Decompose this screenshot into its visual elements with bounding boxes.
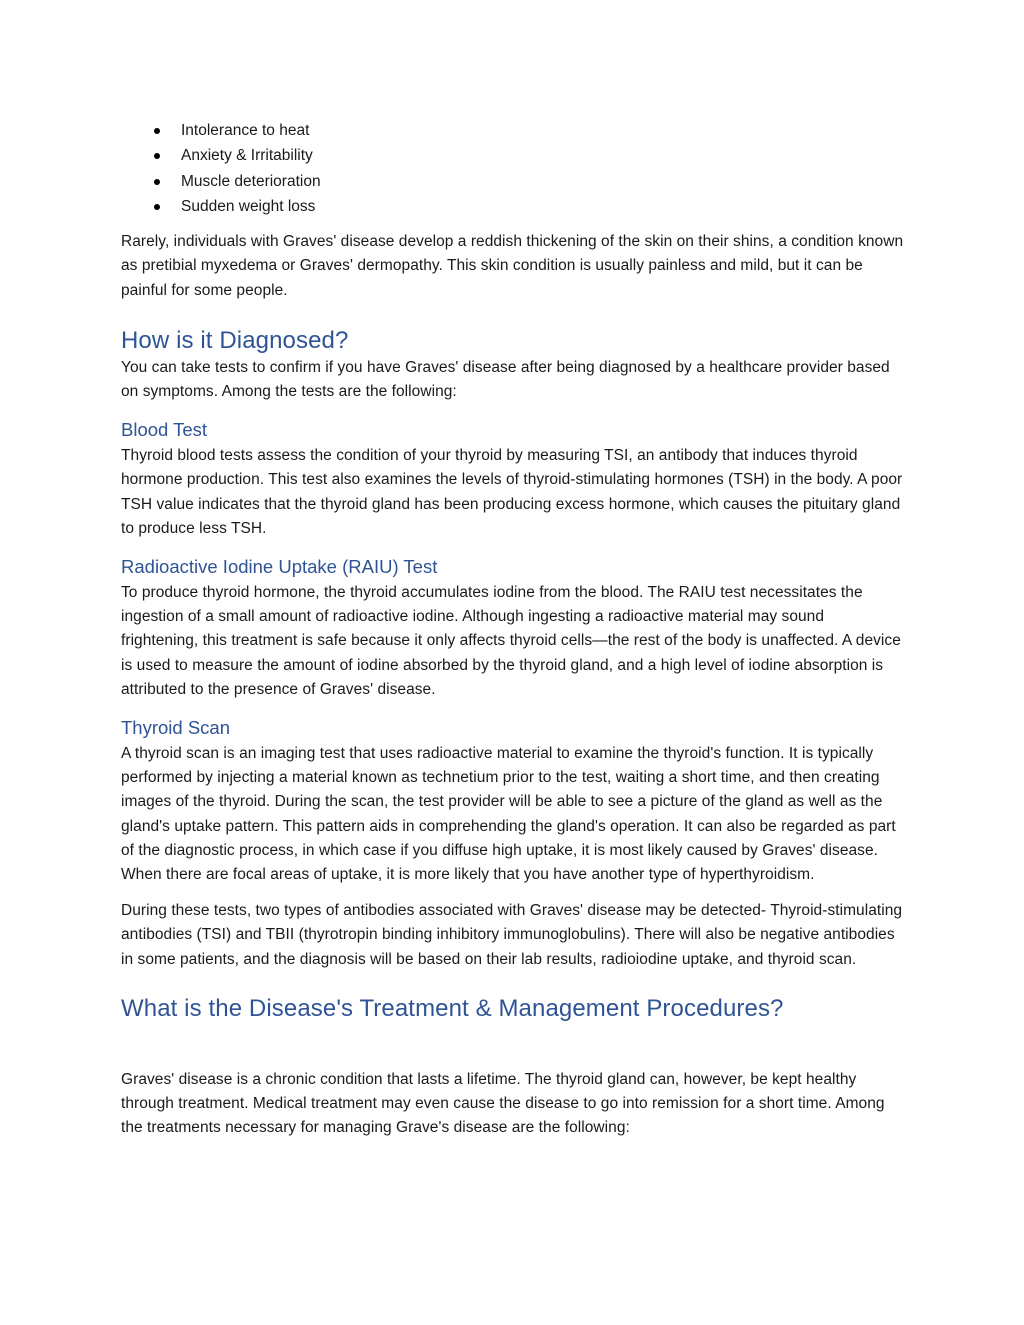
symptom-text: Intolerance to heat — [181, 122, 310, 139]
bullet-icon — [154, 204, 160, 210]
diagnosis-intro-paragraph: You can take tests to confirm if you have Graves' disease after being diagnosed by a healthcare provider based on symptoms. Among the tests are the following: — [121, 358, 890, 400]
thyroid-scan-paragraph: A thyroid scan is an imaging test that uses radioactive material to examine the thyroid's function. It is typically performed by injecting a material known as technetium prior to the test, waiting a short time, and then creating images of the thyroid. During the scan, the test provider will be able to see a picture of the gland as well as the gland's uptake pattern. This pattern aids in comprehending the gland's operation. It can also be regarded as part of the diagnostic process, in which case if you diffuse high uptake, it is most likely caused by Graves' disease. When there are focal areas of uptake, it is more likely that you have another type of hyperthyroidism. — [121, 745, 896, 884]
list-item — [121, 118, 905, 143]
symptom-text: Sudden weight loss — [181, 197, 316, 215]
bullet-icon — [154, 128, 160, 134]
bullet-icon — [154, 153, 160, 159]
document-page — [121, 118, 905, 1140]
list-item — [121, 143, 905, 168]
raiu-test-paragraph: To produce thyroid hormone, the thyroid accumulates iodine from the blood. The RAIU test necessitates the ingestion of a small amount of radioactive iodine. Although ingesting a radioactive material may sound frightening, this treatment is safe because it only affects thyroid cells—the rest of the body is unaffected. A device is used to measure the amount of iodine absorbed by the thyroid gland, and a high level of iodine absorption is attributed to the presence of Graves' disease. — [121, 584, 901, 698]
list-item — [121, 194, 905, 219]
thyroid-scan-heading: Thyroid Scan — [121, 717, 230, 739]
treatment-paragraph: Graves' disease is a chronic condition that lasts a lifetime. The thyroid gland can, however, be kept healthy through treatment. Medical treatment may even cause the disease to go into remission for a short time. Among the treatments necessary for managing Grave's disease are the following: — [121, 1070, 885, 1137]
bullet-icon — [154, 179, 160, 185]
blood-test-heading: Blood Test — [121, 419, 208, 441]
antibodies-paragraph: During these tests, two types of antibodies associated with Graves' disease may be detected- Thyroid-stimulating antibodies (TSI) and TBII (thyrotropin binding inhibitory immunoglobulins). There will also be negative antibodies in some patients, and the diagnosis will be based on their lab results, radioiodine uptake, and thyroid scan. — [121, 902, 903, 968]
symptom-text: Anxiety & Irritability — [181, 147, 313, 165]
diagnosis-heading: How is it Diagnosed? — [121, 326, 349, 354]
raiu-test-heading: Radioactive Iodine Uptake (RAIU) Test — [121, 556, 438, 578]
blood-test-paragraph: Thyroid blood tests assess the condition of your thyroid by measuring TSI, an antibody that induces thyroid hormone production. This test also examines the levels of thyroid-stimulating hormones (TSH) in the body. A poor TSH value indicates that the thyroid gland has been producing excess hormone, which causes the pituitary gland to produce less TSH. — [121, 447, 903, 537]
list-item — [121, 169, 905, 194]
pretibial-myxedema-paragraph: Rarely, individuals with Graves' disease develop a reddish thickening of the skin on their shins, a condition known as pretibial myxedema or Graves' dermopathy. This skin condition is usually painless and mild, but it can be painful for some people. — [121, 233, 904, 299]
treatment-heading: What is the Disease's Treatment & Management Procedures? — [121, 994, 784, 1022]
symptom-list — [121, 118, 905, 219]
symptom-text: Muscle deterioration — [181, 172, 321, 190]
